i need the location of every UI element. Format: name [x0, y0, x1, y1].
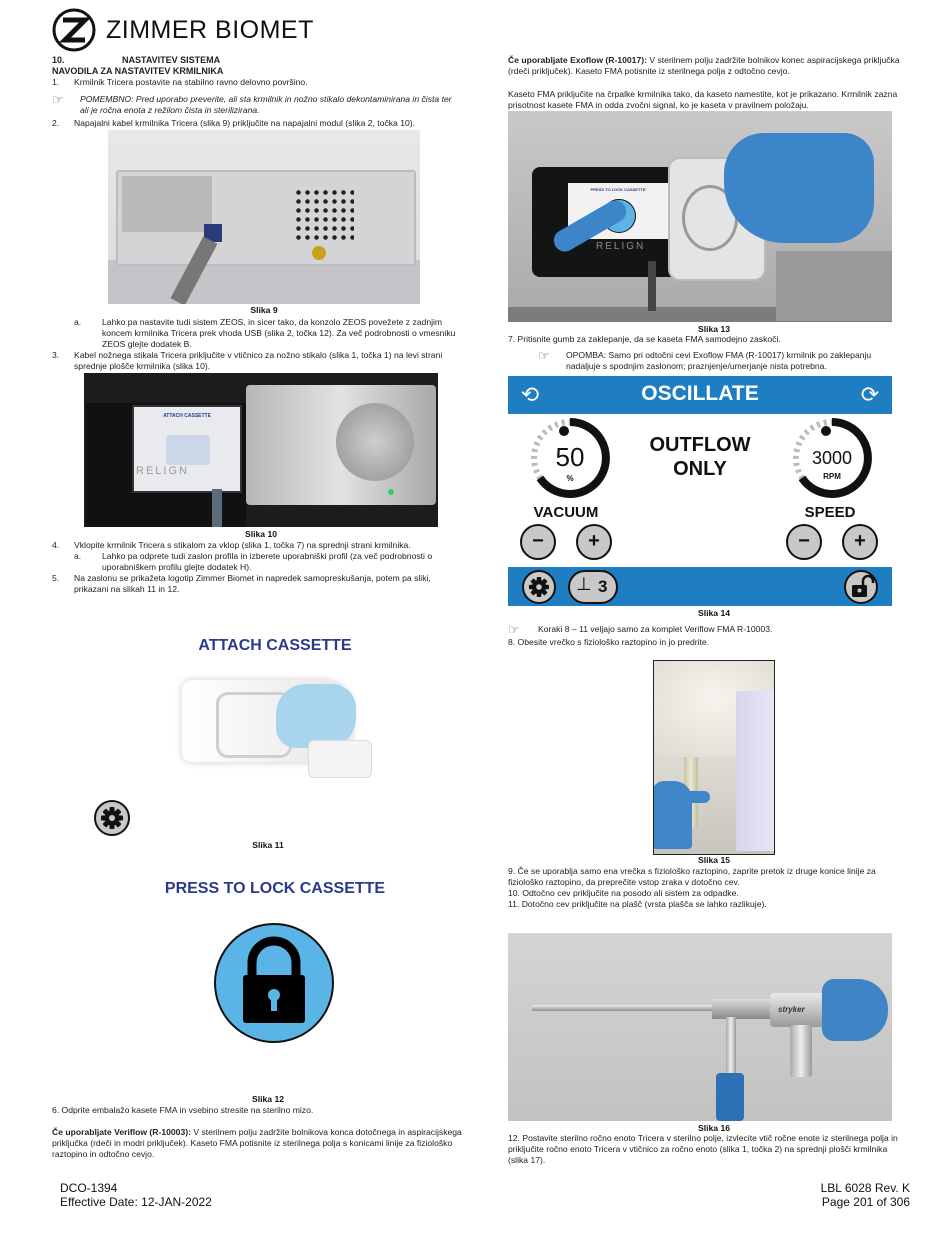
important-text: POMEMBNO: Pred uporabo preverite, ali sta krmilnik in nožno stikalo dekontaminirana in čista ter ali je ročna enota z režilom čista in sterilizirana.	[80, 94, 452, 115]
figure-16-caption: Slika 16	[697, 1123, 730, 1133]
note-exoflow	[538, 350, 898, 372]
step-4a	[74, 551, 466, 573]
figure-10-brand: RELIGN	[136, 465, 189, 477]
footswitch-number: 3	[598, 577, 608, 596]
figure-15-caption: Slika 15	[697, 855, 730, 865]
vacuum-gauge	[526, 414, 614, 502]
settings-button[interactable]	[522, 570, 556, 604]
page-number: Page 201 of 306	[821, 1195, 910, 1209]
speed-value: 3000	[811, 448, 853, 468]
section-title: NASTAVITEV SISTEMA	[122, 55, 221, 65]
lock-icon	[216, 925, 332, 1041]
vacuum-unit: %	[566, 474, 574, 483]
pointing-hand-icon: ☞	[508, 622, 520, 637]
subtitle: NAVODILA ZA NASTAVITEV KRMILNIKA	[52, 66, 224, 76]
step-12: 12. Postavite sterilno ročno enoto Tricera v sterilno polje, izvlecite vtič ročne enote iz sterilnega polja in priključite ročno enoto Tricera v vtičnico za ročno enoto (slika 1, točka 2) na sprednji plošči krmilnika (slika 17).	[508, 1133, 898, 1165]
figure-10-screen-text: ATTACH CASSETTE	[163, 413, 211, 419]
vacuum-label: VACUUM	[533, 504, 599, 521]
figure-12-caption: Slika 12	[251, 1094, 284, 1104]
figure-10-caption: Slika 10	[244, 529, 277, 539]
exoflow-label: Če uporabljate Exoflow (R-10017):	[508, 55, 647, 65]
step-2a	[74, 317, 462, 350]
veriflow-label: Če uporabljate Veriflow (R-10003):	[52, 1127, 191, 1137]
figure-16-label: stryker	[778, 1005, 805, 1014]
step-text: Lahko pa odprete tudi zaslon profila in izberete uporabniški profil (za več podrobnosti o uporabniškem profilu glejte dodatek H).	[102, 551, 433, 572]
figure-16-photo	[508, 933, 892, 1121]
veriflow-text: V sterilnem polju zadržite bolnikova konca dotočnega in aspiracijskega priključka (rdeči in modri priključek). Kaseto FMA potisnite iz sterilnega polja s konicami linije za fiziološko raztopino in odtočno cevjo.	[52, 1127, 462, 1159]
step-number: a.	[74, 551, 82, 561]
step-number: 2.	[52, 118, 60, 128]
footswitch-profile-button[interactable]	[568, 570, 618, 604]
label-revision: LBL 6028 Rev. K	[820, 1181, 910, 1195]
footswitch-icon: ⊥	[576, 574, 592, 594]
step-number: 4.	[52, 540, 60, 550]
step-text: Lahko pa nastavite tudi sistem ZEOS, in sicer tako, da konzolo ZEOS povežete z zadnjim koncem krmilnika Tricera prek vhoda USB (slika 2, točka 12). Za več podrobnosti o vmesniku ZEOS glejte dodatek B.	[102, 317, 456, 349]
step-1	[52, 77, 462, 88]
figure-14-controller-screen	[508, 376, 892, 606]
mode-label: OSCILLATE	[641, 382, 759, 405]
outflow-line-1: OUTFLOW	[649, 434, 751, 456]
speed-decrease-button[interactable]: −	[786, 524, 822, 560]
note-text: OPOMBA: Samo pri odtočni cevi Exoflow FMA (R-10017) krmilnik po zaklepanju nadaljuje s spodnjim zaslonom; praznjenje/umerjanje nista potrebna.	[566, 350, 872, 371]
gear-icon	[524, 572, 554, 602]
step-number: 1.	[52, 77, 60, 87]
vacuum-decrease-button[interactable]: −	[520, 524, 556, 560]
step-text: Vklopite krmilnik Tricera s stikalom za vklop (slika 1, točka 7) na sprednji strani krmilnika.	[74, 540, 411, 550]
unlock-icon	[846, 572, 876, 602]
step-10: 10. Odtočno cev priključite na posodo ali sistem za odpadke.	[508, 888, 739, 898]
step-number: a.	[74, 317, 82, 327]
step-8: 8. Obesite vrečko s fiziološko raztopino in jo predrite.	[508, 637, 710, 647]
step-9: 9. Če se uporablja samo ena vrečka s fiziološko raztopino, zaprite pretok iz druge konice linije za fiziološko raztopino, da preprečite vstop zraka v dotočno cev.	[508, 866, 876, 887]
pointing-hand-icon: ☞	[52, 92, 64, 107]
veriflow-paragraph	[52, 1127, 472, 1160]
note-veriflow	[508, 624, 908, 635]
figure-9-caption: Slika 9	[250, 305, 278, 315]
step-text: Napajalni kabel krmilnika Tricera (slika 9) priključite na napajalni modul (slika 2, točka 10).	[74, 118, 416, 128]
step-number: 5.	[52, 573, 60, 583]
bottom-bar	[508, 567, 892, 606]
mode-bar	[508, 376, 892, 414]
fma-paragraph: Kaseto FMA priključite na črpalke krmilnika tako, da kaseto namestite, kot je prikazano. Krmilnik zazna prisotnost kasete FMA in odda zvočni signal, ko je kaseta v pravilnem položaju.	[508, 89, 898, 110]
figure-13-caption: Slika 13	[697, 324, 730, 334]
note-text: Koraki 8 – 11 veljajo samo za komplet Veriflow FMA R-10003.	[538, 624, 773, 634]
rotate-left-icon[interactable]: ⟲	[520, 382, 540, 407]
figure-10-photo	[84, 373, 438, 527]
gear-icon	[96, 802, 128, 834]
step-2	[52, 118, 462, 129]
brand-name: ZIMMER BIOMET	[106, 16, 314, 44]
lock-cassette-button[interactable]	[214, 923, 334, 1043]
section-number: 10.	[52, 55, 65, 65]
unlock-button[interactable]	[844, 570, 878, 604]
doc-number: DCO-1394	[60, 1181, 118, 1195]
figure-13-brand: RELIGN	[596, 241, 646, 252]
figure-11-image	[176, 664, 376, 784]
step-text: Krmilnik Tricera postavite na stabilno ravno delovno površino.	[74, 77, 308, 87]
exoflow-paragraph	[508, 55, 908, 77]
figure-12-title: PRESS TO LOCK CASSETTE	[164, 880, 386, 897]
step-3	[52, 350, 462, 372]
speed-label: SPEED	[804, 504, 856, 521]
vacuum-increase-button[interactable]: +	[576, 524, 612, 560]
figure-13-photo	[508, 111, 892, 322]
speed-increase-button[interactable]: +	[842, 524, 878, 560]
figure-9-photo	[108, 130, 420, 304]
vacuum-value: 50	[555, 442, 585, 472]
step-text: Kabel nožnega stikala Tricera priključite v vtičnico za nožno stikalo (slika 1, točka 1) na levi strani sprednje plošče krmilnika (slika 10).	[74, 350, 443, 371]
step-11: 11. Dotočno cev priključite na plašč (vrsta plašča se lahko razlikuje).	[508, 899, 767, 909]
speed-gauge	[788, 414, 876, 502]
exoflow-text: V sterilnem polju zadržite bolnikov konec aspiracijskega priključka (rdeči priključek). Kaseto FMA potisnite iz sterilnega polja z odtočno cevjo.	[508, 55, 900, 76]
figure-13-screen-text: PRESS TO LOCK CASSETTE	[590, 187, 646, 192]
step-7: 7. Pritisnite gumb za zaklepanje, da se kaseta FMA samodejno zaskoči.	[508, 334, 781, 344]
step-number: 3.	[52, 350, 60, 360]
important-note	[52, 94, 462, 116]
step-5	[52, 573, 462, 595]
section-heading	[52, 55, 472, 66]
settings-gear-button[interactable]	[94, 800, 130, 836]
step-6: 6. Odprite embalažo kasete FMA in vsebino stresite na sterilno mizo.	[52, 1105, 314, 1115]
rotate-right-icon[interactable]: ⟳	[860, 382, 880, 407]
speed-unit: RPM	[823, 472, 841, 481]
step-text: Na zaslonu se prikažeta logotip Zimmer Biomet in napredek samopreskušanja, potem pa sliki, prikazani na slikah 11 in 12.	[74, 573, 431, 594]
figure-15-photo	[653, 660, 775, 855]
pointing-hand-icon: ☞	[538, 348, 550, 363]
figure-14-caption: Slika 14	[697, 608, 730, 618]
outflow-line-2: ONLY	[673, 458, 727, 480]
zimmer-biomet-logo	[52, 8, 322, 52]
figure-11-title: ATTACH CASSETTE	[198, 637, 352, 654]
figure-11-caption: Slika 11	[252, 840, 284, 850]
effective-date: Effective Date: 12-JAN-2022	[60, 1195, 212, 1209]
z-logo-icon	[52, 8, 96, 52]
step-4	[52, 540, 462, 551]
